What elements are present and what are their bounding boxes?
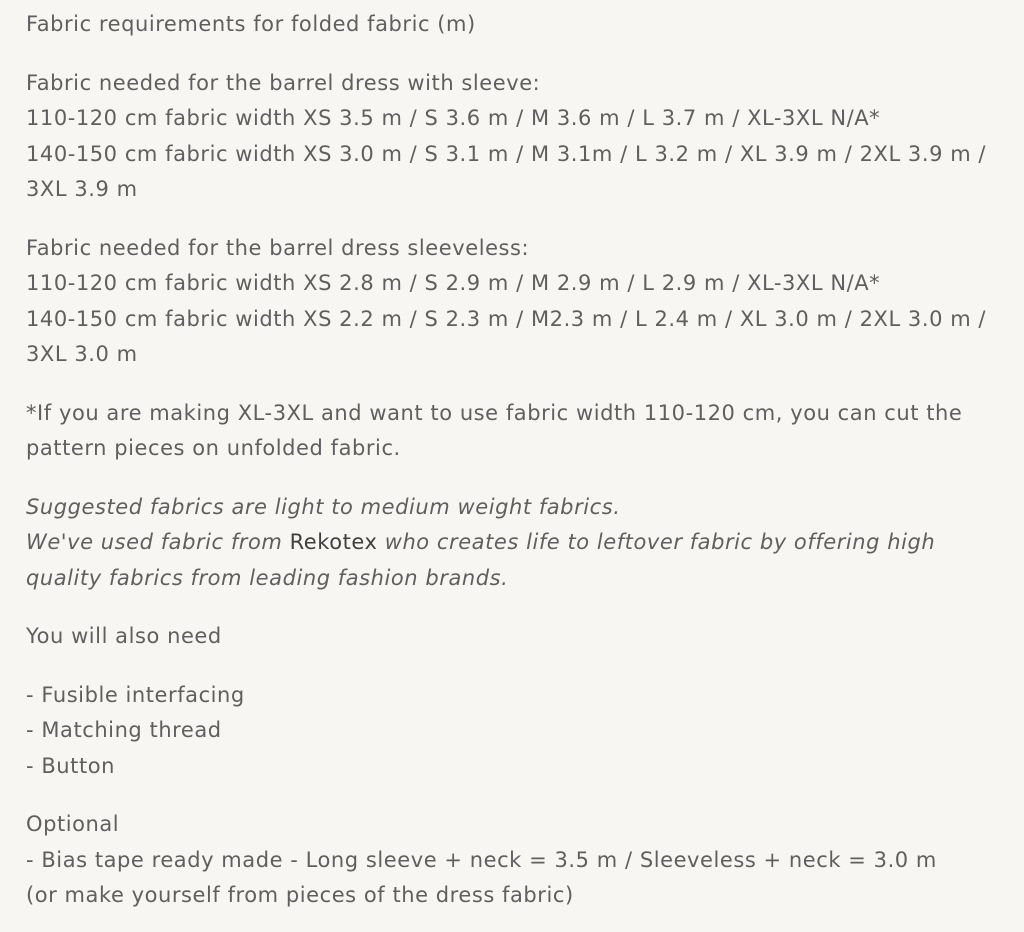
sleeveless-title: Fabric needed for the barrel dress sleeveless: (26, 235, 530, 260)
rekotex-prefix: We've used fabric from (26, 530, 290, 554)
also-need-list (26, 678, 1016, 785)
rekotex-suffix: who creates life to leftover fabric by offering high quality fabrics from leading fashion brands. (26, 530, 936, 590)
sleeveless-140-150: 140-150 cm fabric width XS 2.2 m / S 2.3 m / M2.3 m / L 2.4 m / XL 3.0 m / 2XL 3.0 m / 3XL 3.0 m (26, 306, 987, 366)
with-sleeve-section (26, 66, 1016, 208)
product-description (26, 7, 1016, 914)
sleeveless-110-120: 110-120 cm fabric width XS 2.8 m / S 2.9 m / M 2.9 m / L 2.9 m / XL-3XL N/A* (26, 271, 881, 295)
list-item: - Matching thread (26, 718, 222, 742)
optional-section (26, 807, 1016, 914)
unfolded-fabric-note: *If you are making XL-3XL and want to use fabric width 110-120 cm, you can cut the pattern pieces on unfolded fabric. (26, 400, 963, 460)
fabric-requirements-heading: Fabric requirements for folded fabric (m) (26, 12, 476, 36)
list-item: - Fusible interfacing (26, 682, 245, 707)
suggested-fabrics (26, 490, 1016, 597)
suggested-fabrics-line: Suggested fabrics are light to medium weight fabrics. (26, 494, 621, 519)
sleeveless-section (26, 231, 1016, 373)
optional-title: Optional (26, 812, 120, 836)
with-sleeve-title: Fabric needed for the barrel dress with sleeve: (26, 70, 541, 95)
bias-tape-note: (or make yourself from pieces of the dress fabric) (26, 883, 574, 907)
list-item: - Button (26, 753, 115, 778)
bias-tape-line: - Bias tape ready made - Long sleeve + neck = 3.5 m / Sleeveless + neck = 3.0 m (26, 847, 937, 872)
rekotex-link[interactable]: Rekotex (289, 530, 378, 554)
with-sleeve-140-150: 140-150 cm fabric width XS 3.0 m / S 3.1 m / M 3.1m / L 3.2 m / XL 3.9 m / 2XL 3.9 m / 3XL 3.9 m (26, 141, 987, 201)
also-need-title: You will also need (26, 624, 222, 648)
with-sleeve-110-120: 110-120 cm fabric width XS 3.5 m / S 3.6 m / M 3.6 m / L 3.7 m / XL-3XL N/A* (26, 106, 881, 130)
rekotex-sentence (26, 525, 1016, 596)
